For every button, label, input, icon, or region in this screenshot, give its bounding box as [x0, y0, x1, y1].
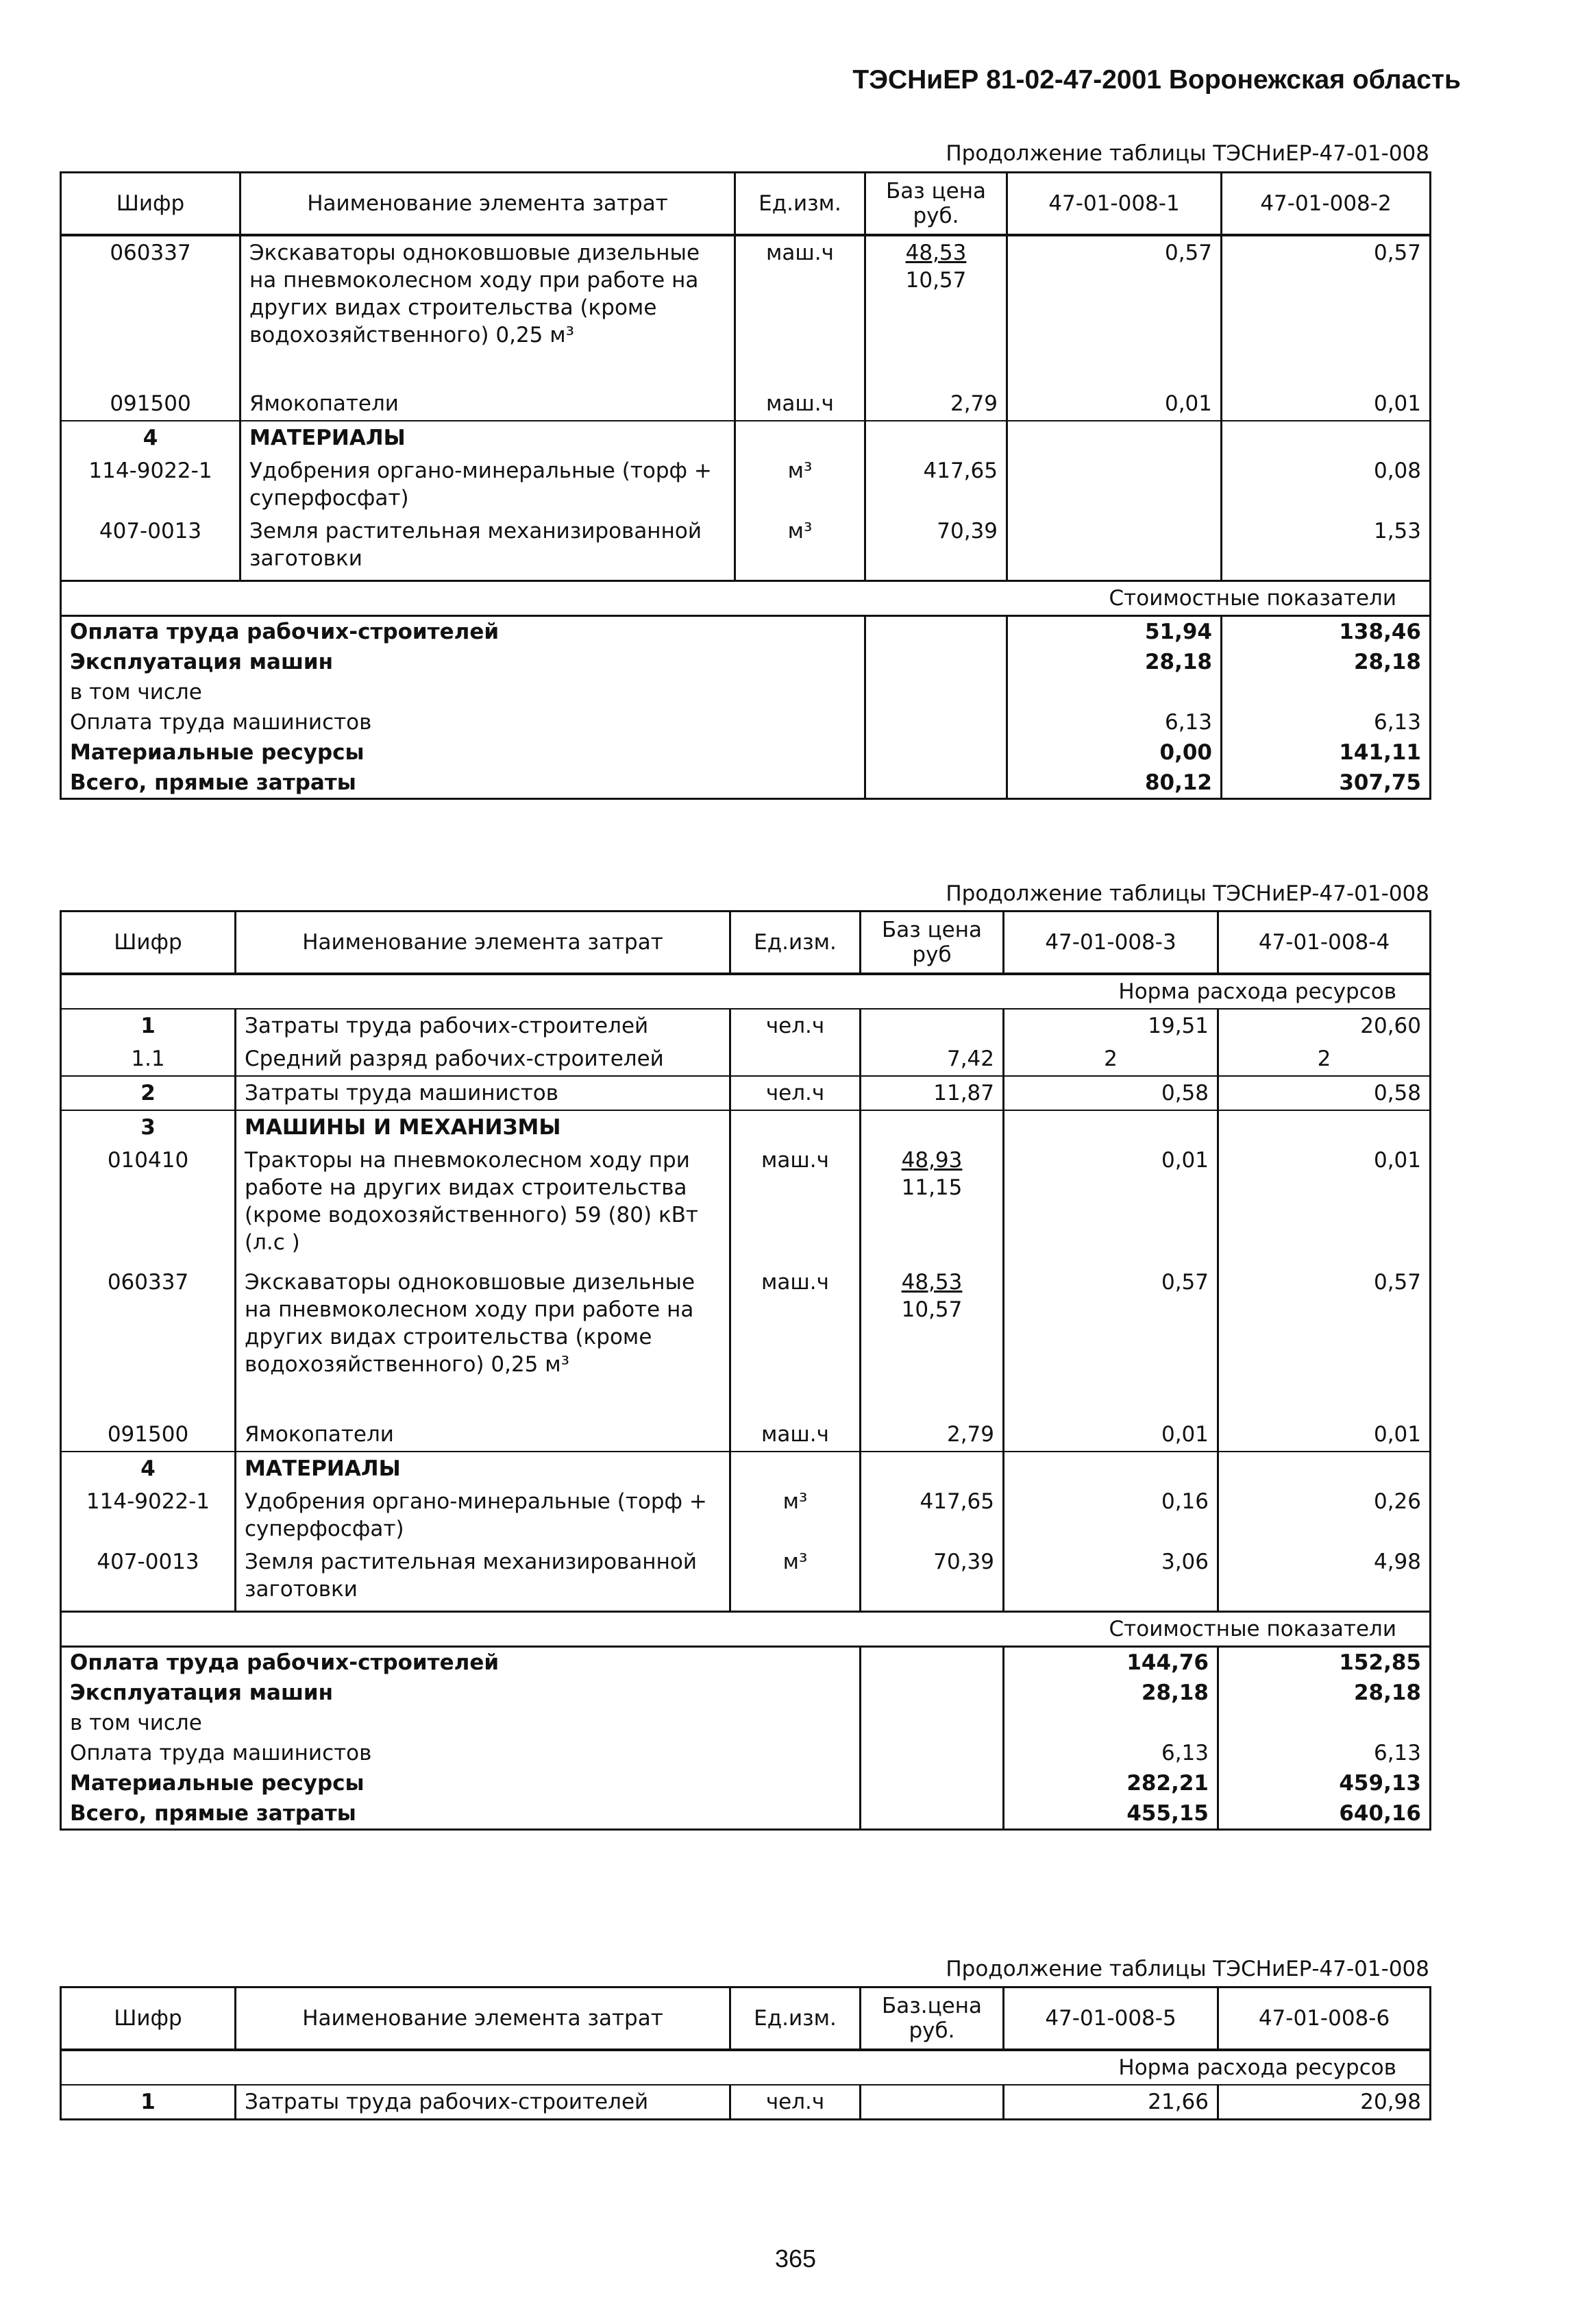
- row-value-1: 21,66: [1004, 2085, 1218, 2120]
- row-price-main: 417,65: [865, 454, 1007, 515]
- band-row: [61, 580, 1431, 615]
- summary-value-1: 51,94: [1007, 615, 1222, 647]
- row-unit: маш.ч: [730, 1266, 861, 1418]
- summary-value-2: 141,11: [1222, 737, 1431, 768]
- summary-value-2: 28,18: [1222, 647, 1431, 677]
- row-name: МАТЕРИАЛЫ: [236, 1452, 730, 1485]
- row-value-2: 0,58: [1218, 1076, 1431, 1110]
- summary-row: [61, 1646, 1431, 1678]
- resource-table-2: [60, 910, 1431, 1831]
- row-code: 1: [61, 2085, 236, 2120]
- row-value-1: 0,57: [1004, 1266, 1218, 1418]
- col-unit: Ед.изм.: [730, 1987, 861, 2051]
- col-norm-4: 47-01-008-4: [1218, 912, 1431, 975]
- col-name: Наименование элемента затрат: [241, 173, 735, 236]
- summary-row: [61, 1768, 1431, 1798]
- row-price-main: 48,53: [905, 241, 967, 265]
- row-value-1: 3,06: [1004, 1545, 1218, 1611]
- row-code: 010410: [61, 1144, 236, 1266]
- row-value-2: 4,98: [1218, 1545, 1431, 1611]
- row-value-2: 20,98: [1218, 2085, 1431, 2120]
- summary-value-1: 144,76: [1004, 1646, 1218, 1678]
- row-price-main: 2,79: [865, 387, 1007, 421]
- row-name: МАШИНЫ И МЕХАНИЗМЫ: [236, 1110, 730, 1144]
- page-number: 365: [774, 2245, 817, 2273]
- row-price-main: 417,65: [861, 1485, 1004, 1545]
- table-section-row: [61, 1110, 1431, 1144]
- row-unit: [730, 1042, 861, 1076]
- band-label: Стоимостные показатели: [61, 580, 1431, 615]
- row-value-2: 0,01: [1218, 1418, 1431, 1452]
- row-name: Затраты труда рабочих-строителей: [236, 2085, 730, 2120]
- row-unit: м³: [735, 515, 865, 580]
- col-price: Баз.цена руб.: [861, 1987, 1004, 2051]
- table-header-row: [61, 912, 1431, 975]
- row-code: 091500: [61, 387, 241, 421]
- row-price-main: 70,39: [865, 515, 1007, 580]
- row-price-main: 2,79: [861, 1418, 1004, 1452]
- col-price: Баз цена руб: [861, 912, 1004, 975]
- resource-table-3: [60, 1986, 1431, 2120]
- row-name: Экскаваторы одноковшовые дизельные на пневмоколесном ходу при работе на других видах строительства (кроме водохозяйственного) 0,25 м³: [236, 1266, 730, 1418]
- row-value-1: 2: [1004, 1042, 1218, 1076]
- row-code: 114-9022-1: [61, 1485, 236, 1545]
- row-value-1: 0,58: [1004, 1076, 1218, 1110]
- summary-row: [61, 615, 1431, 647]
- row-name: Ямокопатели: [241, 387, 735, 421]
- summary-label: Материальные ресурсы: [61, 737, 865, 768]
- row-value-2: 1,53: [1222, 515, 1431, 580]
- band-label: Норма расхода ресурсов: [1118, 979, 1396, 1004]
- table-row: [61, 454, 1431, 515]
- row-unit: чел.ч: [730, 2085, 861, 2120]
- summary-value-1: 6,13: [1004, 1738, 1218, 1768]
- row-value-2: 0,57: [1218, 1266, 1431, 1418]
- col-code: Шифр: [61, 173, 241, 236]
- row-name: Удобрения органо-минеральные (торф + суперфосфат): [236, 1485, 730, 1545]
- table-row: [61, 1042, 1431, 1076]
- page-header: ТЭСНиЕР 81-02-47-2001 Воронежская область: [852, 65, 1461, 95]
- row-price-main: 70,39: [861, 1545, 1004, 1611]
- col-norm-6: 47-01-008-6: [1218, 1987, 1431, 2051]
- band-row: [61, 2050, 1431, 2085]
- summary-row: [61, 677, 1431, 707]
- col-unit: Ед.изм.: [735, 173, 865, 236]
- resource-table-1: [60, 171, 1431, 800]
- col-code: Шифр: [61, 1987, 236, 2051]
- summary-value-2: 6,13: [1218, 1738, 1431, 1768]
- table-row: [61, 1545, 1431, 1611]
- col-code: Шифр: [61, 912, 236, 975]
- summary-label: Оплата труда машинистов: [61, 707, 865, 737]
- row-value-2: 0,08: [1222, 454, 1431, 515]
- row-name: Ямокопатели: [236, 1418, 730, 1452]
- row-code: 1: [61, 1009, 236, 1042]
- row-code: 407-0013: [61, 515, 241, 580]
- band-label: Норма расхода ресурсов: [1118, 2055, 1396, 2080]
- col-name: Наименование элемента затрат: [236, 1987, 730, 2051]
- summary-value-1: 28,18: [1004, 1678, 1218, 1708]
- summary-row: [61, 768, 1431, 799]
- row-value-1: 0,57: [1007, 235, 1222, 387]
- row-unit: маш.ч: [730, 1144, 861, 1266]
- row-name: Земля растительная механизированной заготовки: [236, 1545, 730, 1611]
- row-code: 114-9022-1: [61, 454, 241, 515]
- summary-value-2: 28,18: [1218, 1678, 1431, 1708]
- col-name: Наименование элемента затрат: [236, 912, 730, 975]
- summary-value-2: 152,85: [1218, 1646, 1431, 1678]
- row-value-2: 2: [1218, 1042, 1431, 1076]
- col-norm-3: 47-01-008-3: [1004, 912, 1218, 975]
- row-code: 407-0013: [61, 1545, 236, 1611]
- row-value-2: 0,57: [1222, 235, 1431, 387]
- row-name: Земля растительная механизированной заготовки: [241, 515, 735, 580]
- summary-label: Оплата труда рабочих-строителей: [61, 615, 865, 647]
- table-row: [61, 1418, 1431, 1452]
- table-row: [61, 515, 1431, 580]
- row-name: Затраты труда машинистов: [236, 1076, 730, 1110]
- summary-label: Оплата труда рабочих-строителей: [61, 1646, 861, 1678]
- summary-row: [61, 1738, 1431, 1768]
- summary-label: Эксплуатация машин: [61, 1678, 861, 1708]
- summary-label: Эксплуатация машин: [61, 647, 865, 677]
- row-value-1: 0,01: [1004, 1144, 1218, 1266]
- row-price-sub: 10,57: [901, 1297, 963, 1322]
- row-value-2: 0,26: [1218, 1485, 1431, 1545]
- table-row: [61, 1485, 1431, 1545]
- col-norm-2: 47-01-008-2: [1222, 173, 1431, 236]
- row-unit: чел.ч: [730, 1009, 861, 1042]
- row-value-2: 0,01: [1218, 1144, 1431, 1266]
- row-name: Тракторы на пневмоколесном ходу при работе на других видах строительства (кроме водохозяйственного) 59 (80) кВт (л.с ): [236, 1144, 730, 1266]
- row-price-sub: 11,15: [901, 1175, 963, 1200]
- band-row: [61, 974, 1431, 1009]
- col-norm-1: 47-01-008-1: [1007, 173, 1222, 236]
- table-row: [61, 2085, 1431, 2120]
- row-price-main: 11,87: [861, 1076, 1004, 1110]
- summary-row: [61, 737, 1431, 768]
- col-norm-5: 47-01-008-5: [1004, 1987, 1218, 2051]
- summary-value-1: 80,12: [1007, 768, 1222, 799]
- row-name: Экскаваторы одноковшовые дизельные на пневмоколесном ходу при работе на других видах строительства (кроме водохозяйственного) 0,25 м³: [241, 235, 735, 387]
- row-price-main: 48,53: [901, 1270, 963, 1295]
- summary-value-1: 455,15: [1004, 1798, 1218, 1830]
- summary-label: Оплата труда машинистов: [61, 1738, 861, 1768]
- summary-value-2: 640,16: [1218, 1798, 1431, 1830]
- summary-row: [61, 1708, 1431, 1738]
- col-price: Баз цена руб.: [865, 173, 1007, 236]
- row-code: 1.1: [61, 1042, 236, 1076]
- row-name: МАТЕРИАЛЫ: [241, 421, 735, 454]
- row-code: 4: [61, 1452, 236, 1485]
- table-row: [61, 1009, 1431, 1042]
- table-row: [61, 1076, 1431, 1110]
- summary-value-2: 6,13: [1222, 707, 1431, 737]
- summary-row: [61, 1678, 1431, 1708]
- table-row: [61, 235, 1431, 387]
- row-value-1: [1007, 515, 1222, 580]
- table-header-row: [61, 173, 1431, 236]
- table-header-row: [61, 1987, 1431, 2051]
- summary-value-1: 6,13: [1007, 707, 1222, 737]
- row-unit: м³: [735, 454, 865, 515]
- table-section-row: [61, 421, 1431, 454]
- summary-value-2: 307,75: [1222, 768, 1431, 799]
- row-unit: маш.ч: [735, 235, 865, 387]
- row-unit: чел.ч: [730, 1076, 861, 1110]
- row-code: 4: [61, 421, 241, 454]
- row-value-2: 20,60: [1218, 1009, 1431, 1042]
- row-price-main: 48,93: [901, 1148, 963, 1173]
- row-code: 2: [61, 1076, 236, 1110]
- row-value-1: [1007, 454, 1222, 515]
- band-label: Стоимостные показатели: [61, 1611, 1431, 1646]
- summary-row: [61, 647, 1431, 677]
- table-caption: Продолжение таблицы ТЭСНиЕР-47-01-008: [946, 141, 1429, 166]
- summary-value-1: 0,00: [1007, 737, 1222, 768]
- summary-value-1: 28,18: [1007, 647, 1222, 677]
- summary-label: в том числе: [61, 677, 865, 707]
- summary-row: [61, 1798, 1431, 1830]
- row-unit: маш.ч: [730, 1418, 861, 1452]
- row-unit: м³: [730, 1485, 861, 1545]
- col-unit: Ед.изм.: [730, 912, 861, 975]
- row-unit: маш.ч: [735, 387, 865, 421]
- summary-value-2: 138,46: [1222, 615, 1431, 647]
- summary-label: Всего, прямые затраты: [61, 1798, 861, 1830]
- row-name: Затраты труда рабочих-строителей: [236, 1009, 730, 1042]
- row-code: 060337: [61, 235, 241, 387]
- summary-label: Материальные ресурсы: [61, 1768, 861, 1798]
- row-price-main: 7,42: [861, 1042, 1004, 1076]
- row-name: Средний разряд рабочих-строителей: [236, 1042, 730, 1076]
- summary-value-2: 459,13: [1218, 1768, 1431, 1798]
- row-price-main: [861, 2085, 1004, 2120]
- table-row: [61, 387, 1431, 421]
- table-row: [61, 1266, 1431, 1418]
- row-code: 091500: [61, 1418, 236, 1452]
- table-section-row: [61, 1452, 1431, 1485]
- table-caption: Продолжение таблицы ТЭСНиЕР-47-01-008: [946, 1957, 1429, 1981]
- row-value-1: 0,01: [1004, 1418, 1218, 1452]
- summary-label: Всего, прямые затраты: [61, 768, 865, 799]
- row-name: Удобрения органо-минеральные (торф + суперфосфат): [241, 454, 735, 515]
- row-value-1: 19,51: [1004, 1009, 1218, 1042]
- table-row: [61, 1144, 1431, 1266]
- row-price-sub: 10,57: [905, 268, 967, 293]
- row-code: 060337: [61, 1266, 236, 1418]
- row-price-main: [861, 1009, 1004, 1042]
- row-value-1: 0,16: [1004, 1485, 1218, 1545]
- summary-value-1: 282,21: [1004, 1768, 1218, 1798]
- table-caption: Продолжение таблицы ТЭСНиЕР-47-01-008: [946, 881, 1429, 906]
- row-unit: м³: [730, 1545, 861, 1611]
- summary-row: [61, 707, 1431, 737]
- band-row: [61, 1611, 1431, 1646]
- row-value-2: 0,01: [1222, 387, 1431, 421]
- summary-label: в том числе: [61, 1708, 861, 1738]
- row-code: 3: [61, 1110, 236, 1144]
- row-value-1: 0,01: [1007, 387, 1222, 421]
